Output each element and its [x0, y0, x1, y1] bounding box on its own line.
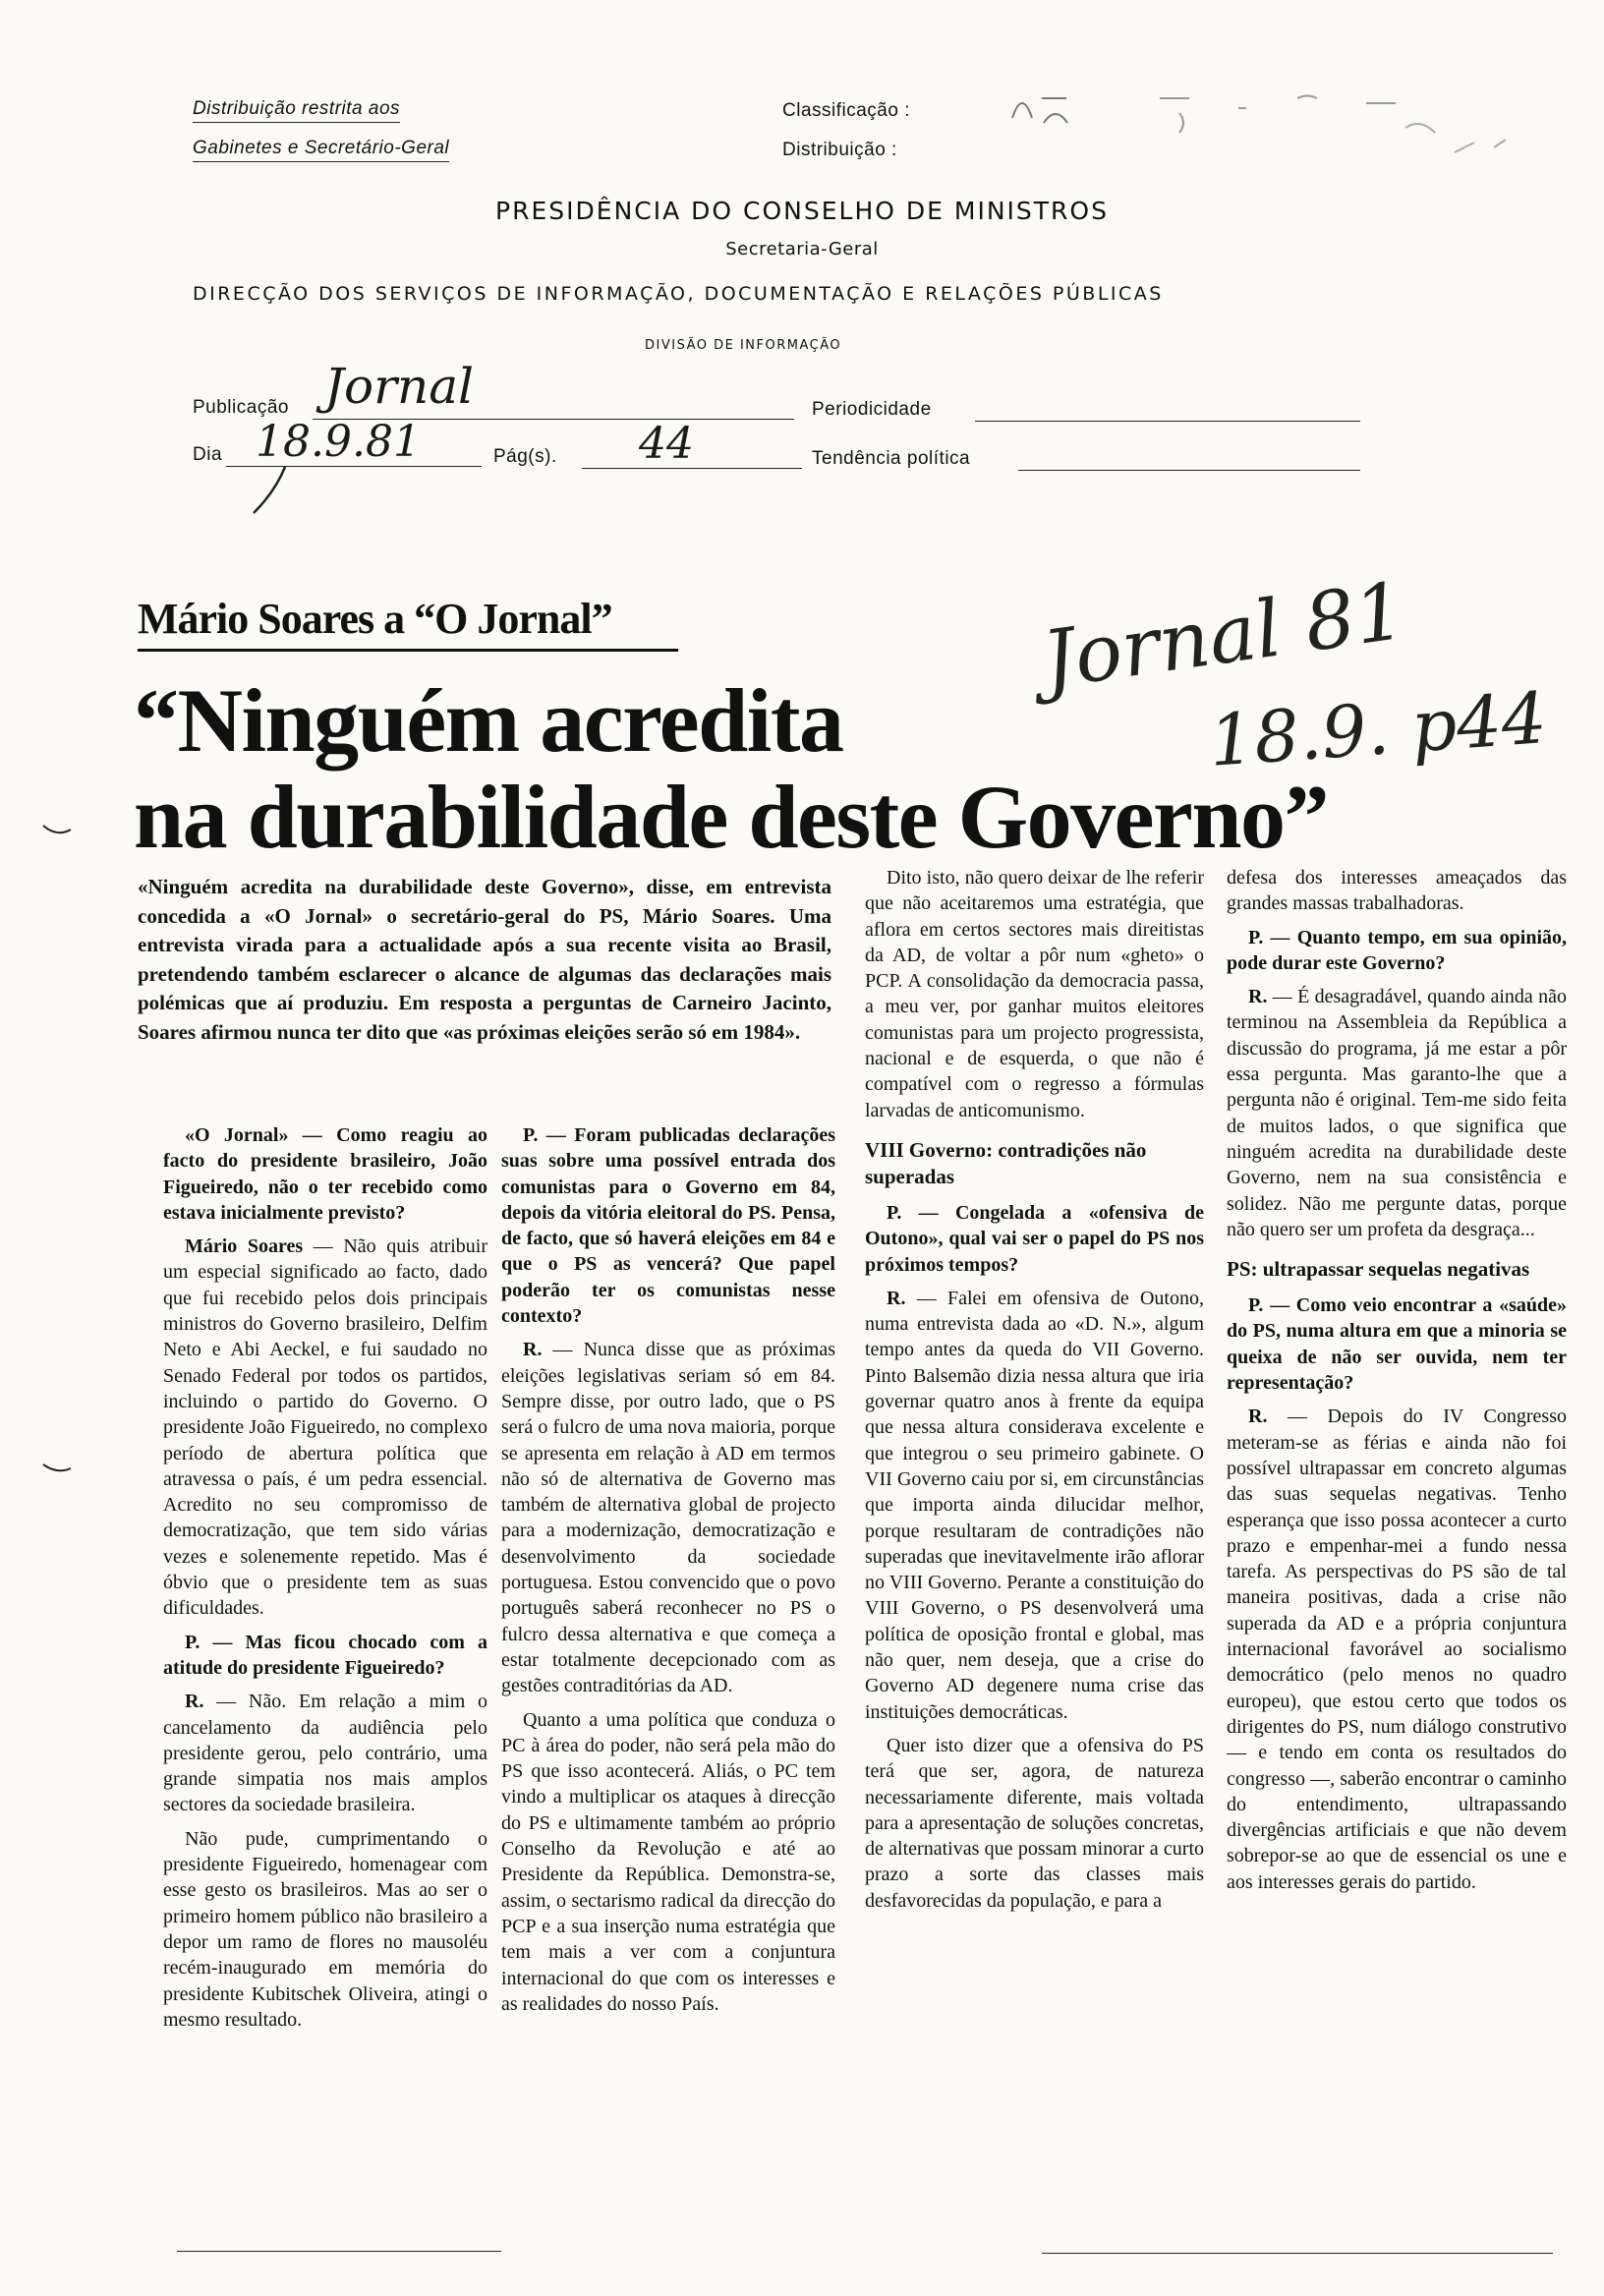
paragraph: defesa dos interesses ameaçados das grandes massas trabalhadoras.	[1227, 867, 1567, 915]
headline-line2: na durabilidade deste Governo”	[134, 767, 1329, 867]
column-3	[865, 865, 1204, 1922]
distribuicao-label: Distribuição :	[782, 140, 897, 160]
presidencia-title: PRESIDÊNCIA DO CONSELHO DE MINISTROS	[495, 197, 1109, 225]
interview-answer: R. — Depois do IV Congresso meteram-se as férias e ainda não foi possível ultrapassar em concreto algumas das suas sequelas negativas. Tenho esperança que isso possa acontecer a curto prazo e empenhar-mei a fundo nessa tarefa. As perspectivas do PS são de tal maneira positivas, dada a crise não superada da AD e a própria conjuntura internacional favorável ao socialismo democrático (pelo menos no quadro europeu), que estou certo que todos os dirigentes do PS, num diálogo construtivo — e tendo em conta os resultados do congresso —, saberão encontrar o caminho do entendimento, ultrapassando divergências artificiais e que não devem sobrepor-se ao que de essencial os une e aos interesses gerais do partido.	[1227, 1406, 1567, 1893]
publicacao-handwritten: Jornal	[324, 358, 475, 415]
dia-label: Dia	[193, 444, 223, 465]
bottom-rule-right	[1042, 2253, 1553, 2254]
handwritten-annotation-line1: Jornal 81	[1037, 564, 1411, 707]
paragraph: Quanto a uma política que conduza o PC à área do poder, não será pela mão do PS que isso acontecerá. Aliás, o PC tem vindo a multiplicar os ataques à direcção do PS e ultimamente também ao próprio Conselho da Revolução e até ao Presidente da República. Demonstra-se, assim, o sectarismo radical da direcção do PCP e a sua inserção numa estratégia que tem mais a ver com a conjuntura internacional do que com os interesses e as realidades do nosso País.	[501, 1708, 835, 2015]
column-1	[163, 1122, 487, 2040]
restricted-distribution-line1: Distribuição restrita aos	[193, 98, 400, 123]
speaker-label: Mário Soares	[185, 1235, 304, 1258]
pags-handwritten: 44	[639, 419, 694, 469]
article-lead: «Ninguém acredita na durabilidade deste Governo», disse, em entrevista concedida a «O Jornal» o secretário-geral do PS, Mário Soares. Uma entrevista virada para a actualidade após a sua recente visita ao Brasil, pretendendo também esclarecer o alcance de algumas das declarações mais polémicas que aí produziu. Em resposta a perguntas de Carneiro Jacinto, Soares afirmou nunca ter dito que «as próximas eleições serão só em 1984».	[138, 875, 831, 1044]
divisao-informacao: DIVISÃO DE INFORMAÇÃO	[645, 338, 842, 353]
interview-question: P. — Como veio encontrar a «saúde» do PS, numa altura em que a minoria se queixa de não ser ouvida, nem ter representação?	[1227, 1294, 1567, 1395]
interview-answer: Mário Soares — Não quis atribuir um especial significado ao facto, dado que fui recebido pelos dois principais ministros do Governo brasileiro, Delfim Neto e Abi Aeckel, e fui saudado no Senado Federal por todos os partidos, incluindo o partido do Governo. O presidente João Figueiredo, no complexo período de abertura política que atravessa o país, é um pedra essencial. Acredito no seu compromisso de democratização, que tem sido várias vezes e solenemente repetido. Mas é óbvio que o presidente tem as suas dificuldades.	[163, 1235, 488, 1620]
periodicidade-label: Periodicidade	[812, 399, 932, 420]
paragraph: Dito isto, não quero deixar de lhe referir que não aceitaremos uma estratégia, que aflora em certos sectores mais direitistas da AD, de voltar a pôr num «gheto» o PCP. A consolidação da democracia passa, a meu ver, por ganhar muitos eleitores comunistas para um projecto progressista, nacional e de esquerda, o que não é compatível com o regresso a fórmulas larvadas de anticomunismo.	[865, 867, 1204, 1121]
stamp-scribbles	[983, 59, 1573, 167]
secretaria-geral: Secretaria-Geral	[725, 239, 879, 259]
handwritten-annotation-line2: 18.9. p44	[1206, 676, 1550, 782]
paragraph: Não pude, cumprimentando o presidente Figueiredo, homenagear com esse gesto os brasileiros. Mas ao ser o primeiro homem público não brasileiro a depor um ramo de flores no mausoléu recém-inaugurado em memória do presidente Kubitschek Oliveira, atingi o mesmo resultado.	[163, 1827, 487, 2031]
interview-answer: R. — É desagradável, quando ainda não terminou na Assembleia da República a discussão do programa, já me estar a pôr essa pergunta. Mas garanto-lhe que a pergunta não é original. Tem-me sido feita de muitos lados, o que significa que ninguém acredita na durabilidade deste Governo, nem na sua consistência e solidez. Não me pergunte datas, porque não quero ser um profeta da desgraça...	[1227, 986, 1567, 1240]
subheading: PS: ultrapassar sequelas negativas	[1227, 1257, 1530, 1282]
bottom-rule-left	[177, 2251, 501, 2252]
interview-answer: R. — Nunca disse que as próximas eleições legislativas seriam só em 84. Sempre disse, por outro lado, que o PS será o fulcro de uma nova maioria, porque se apresenta em relação à AD em termos não só de alternativa de Governo mas também de alternativa global de projecto para a modernização, democratização e desenvolvimento da sociedade portuguesa. Estou convencido que o povo português saberá reconhecer no PS o fulcro dessa alternativa e que começa a estar totalmente decepcionado com as gestões contraditórias da AD.	[501, 1339, 835, 1697]
speaker-label: R.	[887, 1287, 906, 1309]
speaker-label: R.	[185, 1691, 204, 1713]
headline-line1: “Ninguém acredita	[134, 670, 843, 771]
kicker-rule	[138, 649, 678, 652]
interview-question: P. — Congelada a «ofensiva de Outono», qual vai ser o papel do PS nos próximos tempos?	[865, 1201, 1204, 1276]
column-4	[1227, 865, 1567, 1903]
interview-question: P. — Foram publicadas declarações suas sobre uma possível entrada dos comunistas para o Governo em 84, depois da vitória eleitoral do PS. Pensa, de facto, que só haverá eleições em 84 e que o PS as vencerá? Que papel poderão ter os comunistas nesse contexto?	[501, 1124, 835, 1328]
column-2	[501, 1122, 835, 2025]
speaker-label: R.	[1248, 1406, 1268, 1428]
dia-handwritten: 18.9.81	[256, 417, 421, 467]
publicacao-label: Publicação	[193, 397, 289, 418]
classificacao-label: Classificação :	[782, 100, 910, 121]
paragraph: Quer isto dizer que a ofensiva do PS terá que ser, agora, de natureza necessariamente diferente, mais voltada para a apresentação de soluções concretas, de alternativas que possam minorar a curto prazo a sorte das classes mais desfavorecidas da população, e para a	[865, 1734, 1204, 1912]
article-kicker: Mário Soares a “O Jornal”	[138, 595, 612, 643]
pen-stroke	[246, 462, 305, 521]
interview-question: P. — Mas ficou chocado com a atitude do presidente Figueiredo?	[163, 1631, 487, 1679]
interview-answer: R. — Falei em ofensiva de Outono, numa entrevista dada ao «D. N.», algum tempo antes da queda do VII Governo. Pinto Balsemão dizia nessa altura que iria governar quatro anos à frente da equipa que nessa altura considerava excelente e que integrou o seu primeiro gabinete. O VII Governo caiu por si, em circunstâncias que importa ainda dilucidar melhor, porque resultaram de contradições não superadas que inevitavelmente irão aflorar no VIII Governo. Perante a constituição do VIII Governo, o PS desenvolverá uma política de oposição frontal e global, mas não quer, nem deseja, que a crise do Governo AD degenere numa crise das instituições democráticas.	[865, 1287, 1204, 1723]
speaker-label: R.	[523, 1339, 543, 1361]
periodicidade-line	[975, 421, 1360, 422]
margin-marks	[39, 806, 79, 1553]
interview-question: «O Jornal» — Como reagiu ao facto do presidente brasileiro, João Figueiredo, não o ter recebido como estava inicialmente previsto?	[163, 1124, 487, 1224]
pags-label: Pág(s).	[493, 446, 557, 467]
direccao-servicos: DIRECÇÃO DOS SERVIÇOS DE INFORMAÇÃO, DOCUMENTAÇÃO E RELAÇÕES PÚBLICAS	[193, 283, 1164, 305]
restricted-distribution-line2: Gabinetes e Secretário-Geral	[193, 138, 449, 162]
interview-answer: R. — Não. Em relação a mim o cancelamento da audiência pelo presidente gerou, pelo contrário, uma grande simpatia nos mais amplos sectores da sociedade brasileira.	[163, 1691, 487, 1816]
interview-question: P. — Quanto tempo, em sua opinião, pode durar este Governo?	[1227, 926, 1567, 974]
tendencia-label: Tendência política	[812, 448, 971, 469]
speaker-label: R.	[1248, 986, 1268, 1008]
tendencia-line	[1018, 470, 1360, 471]
subheading: VIII Governo: contradições não superadas	[865, 1137, 1147, 1188]
